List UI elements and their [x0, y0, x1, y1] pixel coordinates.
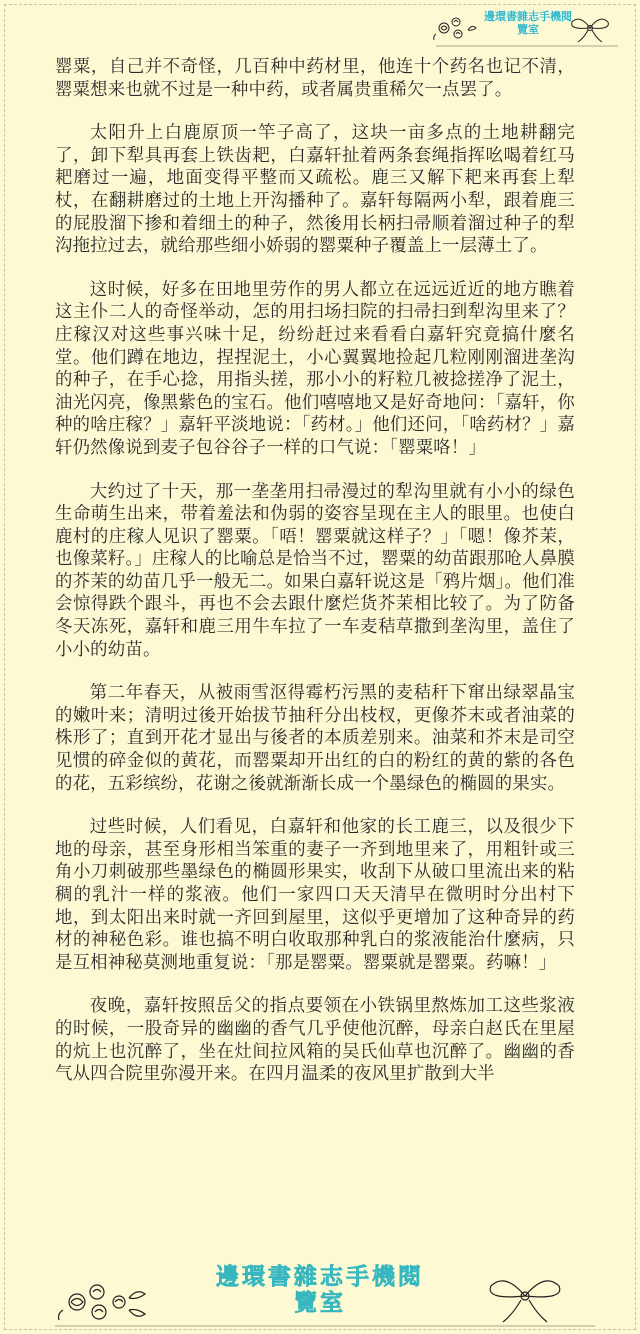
article-paragraph: 第二年春天，从被雨雪沤得霉朽污黑的麦秸秆下窜出绿翠晶宝的嫩叶来；清明过後开始拔节抽秆分出枝杈，更像芥末或者油菜的株形了；直到开花才显出与後者的本质差别来。油菜和芥末是司空见惯的碎金似的黄花，而罂粟却开出红的白的粉红的黄的紫的各色的花，五彩缤纷，花谢之後就渐渐长成一个墨绿色的椭圆的果实。 [55, 683, 575, 794]
header-watermark-line1: 邊環書雜志手機閱 [484, 10, 572, 23]
footer-watermark-line1: 邊環書雜志手機閱 [216, 1264, 424, 1290]
article-paragraph: 大约过了十天，那一垄垄用扫帚漫过的犁沟里就有小小的绿色生命萌生出来，带着羞法和伪弱的姿容呈现在主人的眼里。也使白鹿村的庄稼人见识了罂粟。「唔！罂粟就这样子？」「嗯！像芥茉，也像菜籽。」庄稼人的比喻总是恰当不过，罂粟的幼苗跟那呛人鼻膜的芥茉的幼苗几乎一般无二。如果白嘉轩说这是「鸦片烟」。他们准会惊得跌个跟斗，再也不会去跟什麼烂货芥茉相比较了。为了防备冬天冻死，嘉轩和鹿三用牛车拉了一车麦秸草撒到垄沟里，盖住了小小的幼苗。 [55, 481, 575, 660]
article-paragraph: 夜晚，嘉轩按照岳父的指点要领在小铁锅里熬炼加工这些浆液的时候，一股奇异的幽幽的香气几乎使他沉醉，母亲白赵氏在里屋的炕上也沉醉了，坐在灶间拉风箱的吴氏仙草也沉醉了。幽幽的香气从四合院里弥漫开来。在四月温柔的夜风里扩散到大半 [55, 996, 575, 1085]
header-watermark-text [484, 10, 572, 36]
article-paragraph: 罂粟，自己并不奇怪，几百种中药材里，他连十个药名也记不清，罂粟想来也就不过是一种中药，或者属贵重稀欠一点罢了。 [55, 57, 575, 100]
footer-watermark-line2: 覽室 [294, 1290, 346, 1316]
footer-watermark [55, 1258, 595, 1330]
article-paragraph: 这时候，好多在田地里劳作的男人都立在远远近近的地方瞧着这主仆二人的奇怪举动，怎的用扫场扫院的扫帚扫到犁沟里来了？庄稼汉对这些事兴味十足，纷纷赶过来看看白嘉轩究竟搞什麼名堂。他们蹲在地边，捏捏泥土，小心翼翼地捡起几粒刚刚溜进垄沟的种子，在手心捻，用指头搓，那小小的籽粒几被捻搓净了泥土，油光闪亮，像黑紫色的宝石。他们嘻嘻地又是好奇地问：「嘉轩，你种的啥庄稼？」嘉轩平淡地说：「药材。」他们还问，「啥药材？」嘉轩仍然像说到麦子包谷谷子一样的口气说：「罂粟咯！」 [55, 279, 575, 458]
header-watermark [432, 6, 622, 52]
header-watermark-line2: 覽室 [517, 23, 539, 36]
article-body [55, 56, 575, 1107]
footer-watermark-text [155, 1264, 485, 1316]
article-paragraph: 太阳升上白鹿原顶一竿子高了，这块一亩多点的土地耕翻完了，卸下犁具再套上铁齿耙，白嘉轩扯着两条套绳指挥吆喝着红马耙磨过一遍，地面变得平整而又疏松。鹿三又解下耙来再套上犁杖，在翻耕磨过的土地上开沟播种了。嘉轩每隔两小犁，跟着鹿三的屁股溜下掺和着细土的种子，然後用长柄扫帚顺着溜过种子的犁沟拖拉过去，就给那些细小娇弱的罂粟种子覆盖上一层薄土了。 [55, 123, 575, 257]
article-paragraph: 过些时候，人们看见，白嘉轩和他家的长工鹿三，以及很少下地的母亲，甚至身形相当笨重的妻子一齐到地里来了，用粗针或三角小刀刺破那些墨绿色的椭圆形果实，收刮下从破口里流出来的粘稠的乳汁一样的浆液。他们一家四口天天清早在微明时分出村下地，到太阳出来时就一齐回到屋里，这似乎更增加了这种奇异的药材的神秘色彩。谁也搞不明白收取那种乳白的浆液能治什麼病，只是互相神秘莫测地重复说：「那是罂粟。罂粟就是罂粟。药嘛！」 [55, 817, 575, 973]
